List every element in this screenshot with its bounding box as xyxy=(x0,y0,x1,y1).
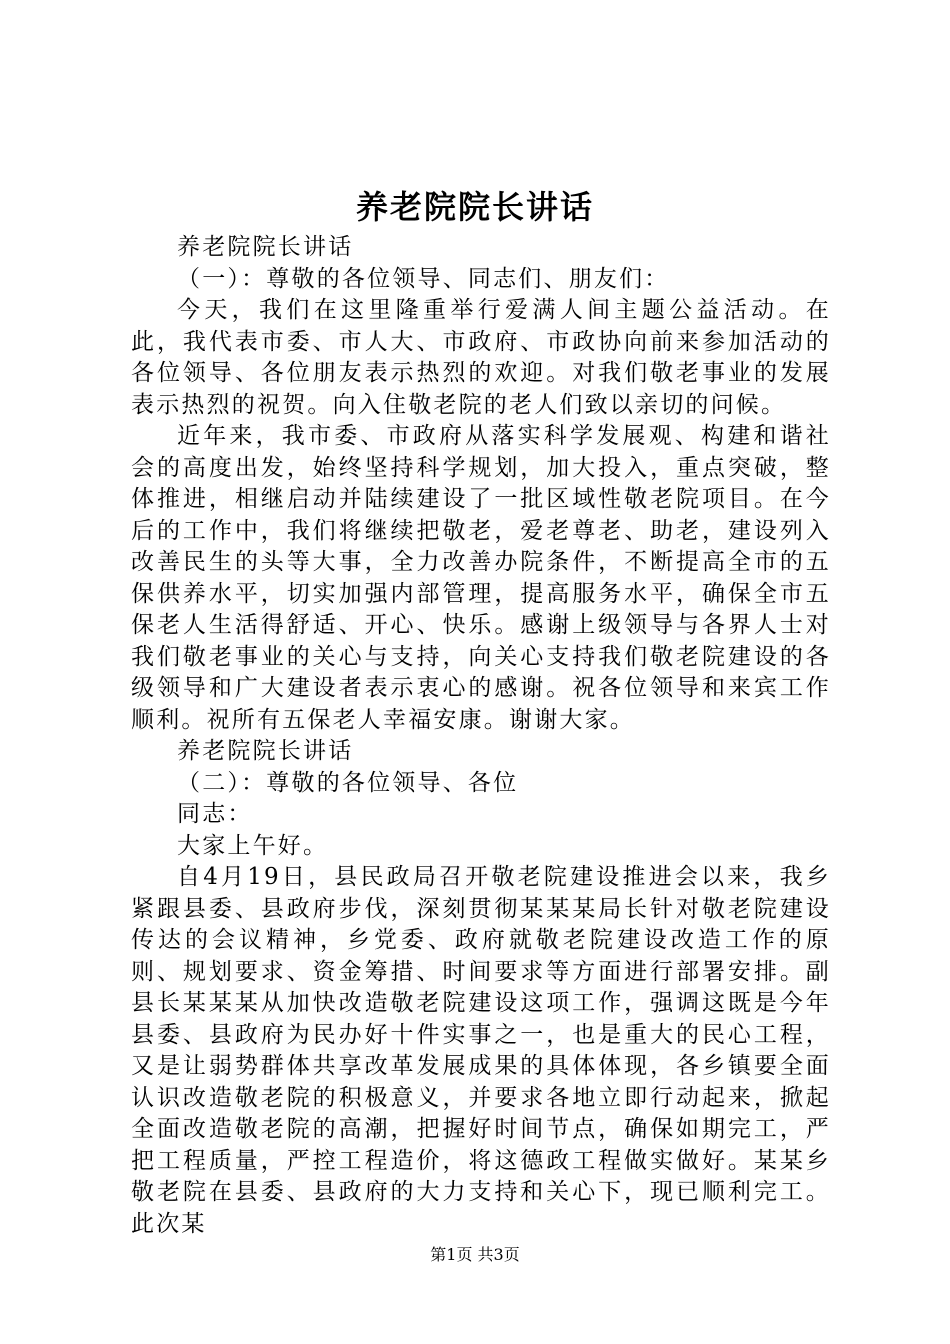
paragraph-greeting: 大家上午好。 xyxy=(177,832,329,859)
paragraph-salutation-2: （二）：尊敬的各位领导、各位 xyxy=(177,769,519,796)
document-title: 养老院院长讲话 xyxy=(355,188,594,226)
paragraph-salutation-1: （一）：尊敬的各位领导、同志们、朋友们： xyxy=(177,265,670,292)
paragraph: 近年来，我市委、市政府从落实科学发展观、构建和谐社会的高度出发，始终坚持科学规划，加大投入，重点突破，整体推进，相继启动并陆续建设了一批区域性敬老院项目。在今后的工作中，我们将继续把敬老，爱老尊老、助老，建设列入改善民生的头等大事，全力改善办院条件，不断提高全市的五保供养水平，切实加强内部管理，提高服务水平，确保全市五保老人生活得舒适、开心、快乐。感谢上级领导与各界人士对我们敬老事业的关心与支持，向关心支持我们敬老院建设的各级领导和广大建设者表示衷心的感谢。祝各位领导和来宾工作顺利。祝所有五保老人幸福安康。谢谢大家。 xyxy=(131,423,831,733)
page-footer: 第1页 共3页 xyxy=(430,1245,520,1264)
document-body xyxy=(131,232,831,1240)
paragraph-heading-1: 养老院院长讲话 xyxy=(177,234,354,260)
paragraph: 自4月19日，县民政局召开敬老院建设推进会以来，我乡紧跟县委、县政府步伐，深刻贯彻某某某局长针对敬老院建设传达的会议精神，乡党委、政府就敬老院建设改造工作的原则、规划要求、资金筹措、时间要求等方面进行部署安排。副县长某某某从加快改造敬老院建设这项工作，强调这既是今年县委、县政府为民办好十件实事之一，也是重大的民心工程，又是让弱势群体共享改革发展成果的具体体现，各乡镇要全面认识改造敬老院的积极意义，并要求各地立即行动起来，掀起全面改造敬老院的高潮，把握好时间节点，确保如期完工，严把工程质量，严控工程造价，将这德政工程做实做好。某某乡敬老院在县委、县政府的大力支持和关心下，现已顺利完工。此次某 xyxy=(131,864,831,1237)
paragraph: 今天，我们在这里隆重举行爱满人间主题公益活动。在此，我代表市委、市人大、市政府、市政协向前来参加活动的各位领导、各位朋友表示热烈的欢迎。对我们敬老事业的发展表示热烈的祝贺。向入住敬老院的老人们致以亲切的问候。 xyxy=(131,297,831,418)
paragraph-heading-2: 养老院院长讲话 xyxy=(177,738,354,764)
paragraph: 同志： xyxy=(177,801,253,827)
